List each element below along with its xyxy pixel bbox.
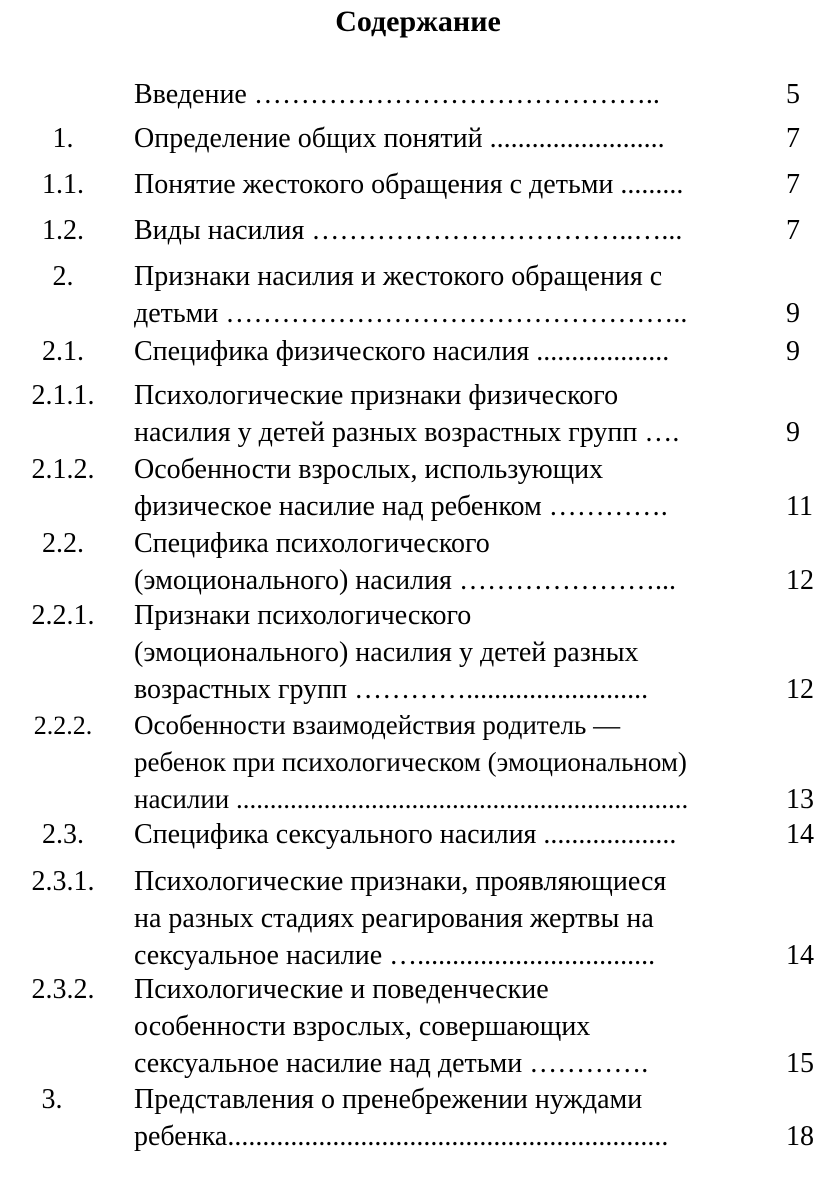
toc-entry-line: сексуальное насилие над детьми …………. — [134, 1048, 649, 1079]
toc-entry-line: (эмоционального) насилия у детей разных — [134, 637, 639, 668]
toc-entry-title — [134, 863, 774, 974]
toc-entry-page: 9 — [786, 298, 800, 329]
toc-entry-page: 9 — [786, 417, 800, 448]
toc-entry-line: на разных стадиях реагирования жертвы на — [134, 903, 654, 934]
toc-entry-line: Особенности взрослых, использующих — [134, 454, 604, 485]
toc-entry-title — [134, 377, 774, 451]
toc-entry-line: Специфика сексуального насилия ................... — [134, 819, 677, 850]
toc-entry-page: 9 — [786, 336, 800, 367]
toc-entry-number: 1. — [52, 123, 74, 154]
toc-entry-line: Психологические и поведенческие — [134, 974, 549, 1005]
toc-entry-page: 7 — [786, 215, 800, 246]
toc-entry-page: 7 — [786, 123, 800, 154]
toc-entry-title — [134, 816, 774, 853]
toc-entry-number: 3. — [41, 1084, 63, 1115]
toc-entry-page: 12 — [786, 674, 814, 705]
toc-entry-line: насилия у детей разных возрастных групп …. — [134, 417, 680, 448]
toc-entry-title — [134, 707, 774, 818]
toc-entry-line: насилии ................................................................... — [134, 784, 689, 814]
toc-entry-line: Специфика психологического — [134, 528, 490, 559]
toc-entry-number: 2.2.1. — [31, 600, 95, 631]
toc-entry-line: возрастных групп ………….......................... — [134, 674, 649, 705]
toc-entry-title — [134, 166, 774, 203]
toc-entry-number: 2.3. — [42, 819, 84, 850]
toc-title: Содержание — [335, 5, 501, 38]
toc-entry-title — [134, 597, 774, 708]
toc-entry-title — [134, 451, 774, 525]
toc-entry-number: 2. — [52, 261, 74, 292]
toc-entry-page: 13 — [786, 784, 814, 815]
toc-entry-number: 2.3.1. — [31, 866, 95, 897]
toc-entry-title — [134, 971, 774, 1082]
toc-entry-line: физическое насилие над ребенком …………. — [134, 491, 668, 522]
toc-entry-number: 2.2. — [42, 528, 84, 559]
toc-entry-title — [134, 212, 774, 249]
toc-entry-line: (эмоционального) насилия …………………... — [134, 565, 676, 596]
toc-entry-line: Введение …………………………………….. — [134, 79, 660, 110]
toc-entry-line: ребенок при психологическом (эмоциональном) — [134, 747, 687, 777]
toc-entry-line: Признаки психологического — [134, 600, 472, 631]
toc-entry-line: Виды насилия ……………………………..…... — [134, 215, 683, 246]
toc-entry-number: 1.1. — [42, 169, 84, 200]
toc-entry-line: детьми ………………………………………….. — [134, 298, 688, 329]
toc-entry-line: ребенка............................................................... — [134, 1121, 669, 1152]
toc-entry-title — [134, 120, 774, 157]
toc-entry-line: сексуальное насилие ….................................. — [134, 940, 656, 971]
toc-entry-page: 7 — [786, 169, 800, 200]
toc-entry-line: Психологические признаки физического — [134, 380, 619, 411]
toc-entry-line: Представления о пренебрежении нуждами — [134, 1084, 643, 1115]
toc-entry-page: 18 — [786, 1121, 814, 1152]
toc-entry-number: 2.1.1. — [31, 380, 95, 411]
toc-entry-title — [134, 258, 774, 332]
toc-entry-title — [134, 1081, 774, 1155]
toc-entry-page: 14 — [786, 819, 814, 850]
toc-entry-number: 2.3.2. — [31, 974, 95, 1005]
toc-entry-line: особенности взрослых, совершающих — [134, 1011, 591, 1042]
toc-entry-line: Особенности взаимодействия родитель — — [134, 710, 621, 740]
toc-entry-page: 14 — [786, 940, 814, 971]
toc-entry-number: 2.2.2. — [33, 711, 93, 740]
toc-entry-title — [134, 333, 774, 370]
toc-entry-page: 15 — [786, 1048, 814, 1079]
toc-entry-number: 1.2. — [42, 215, 84, 246]
toc-entry-page: 11 — [786, 491, 813, 522]
toc-entry-number: 2.1. — [42, 336, 84, 367]
toc-entry-title — [134, 76, 774, 113]
toc-entry-line: Признаки насилия и жестокого обращения с — [134, 261, 663, 292]
toc-entry-line: Определение общих понятий ......................... — [134, 123, 665, 154]
toc-entry-line: Понятие жестокого обращения с детьми ......... — [134, 169, 684, 200]
toc-entry-page: 12 — [786, 565, 814, 596]
toc-entry-title — [134, 525, 774, 599]
toc-entry-line: Психологические признаки, проявляющиеся — [134, 866, 667, 897]
toc-entry-page: 5 — [786, 79, 800, 110]
toc-entry-line: Специфика физического насилия ................... — [134, 336, 670, 367]
toc-entry-number: 2.1.2. — [31, 454, 95, 485]
